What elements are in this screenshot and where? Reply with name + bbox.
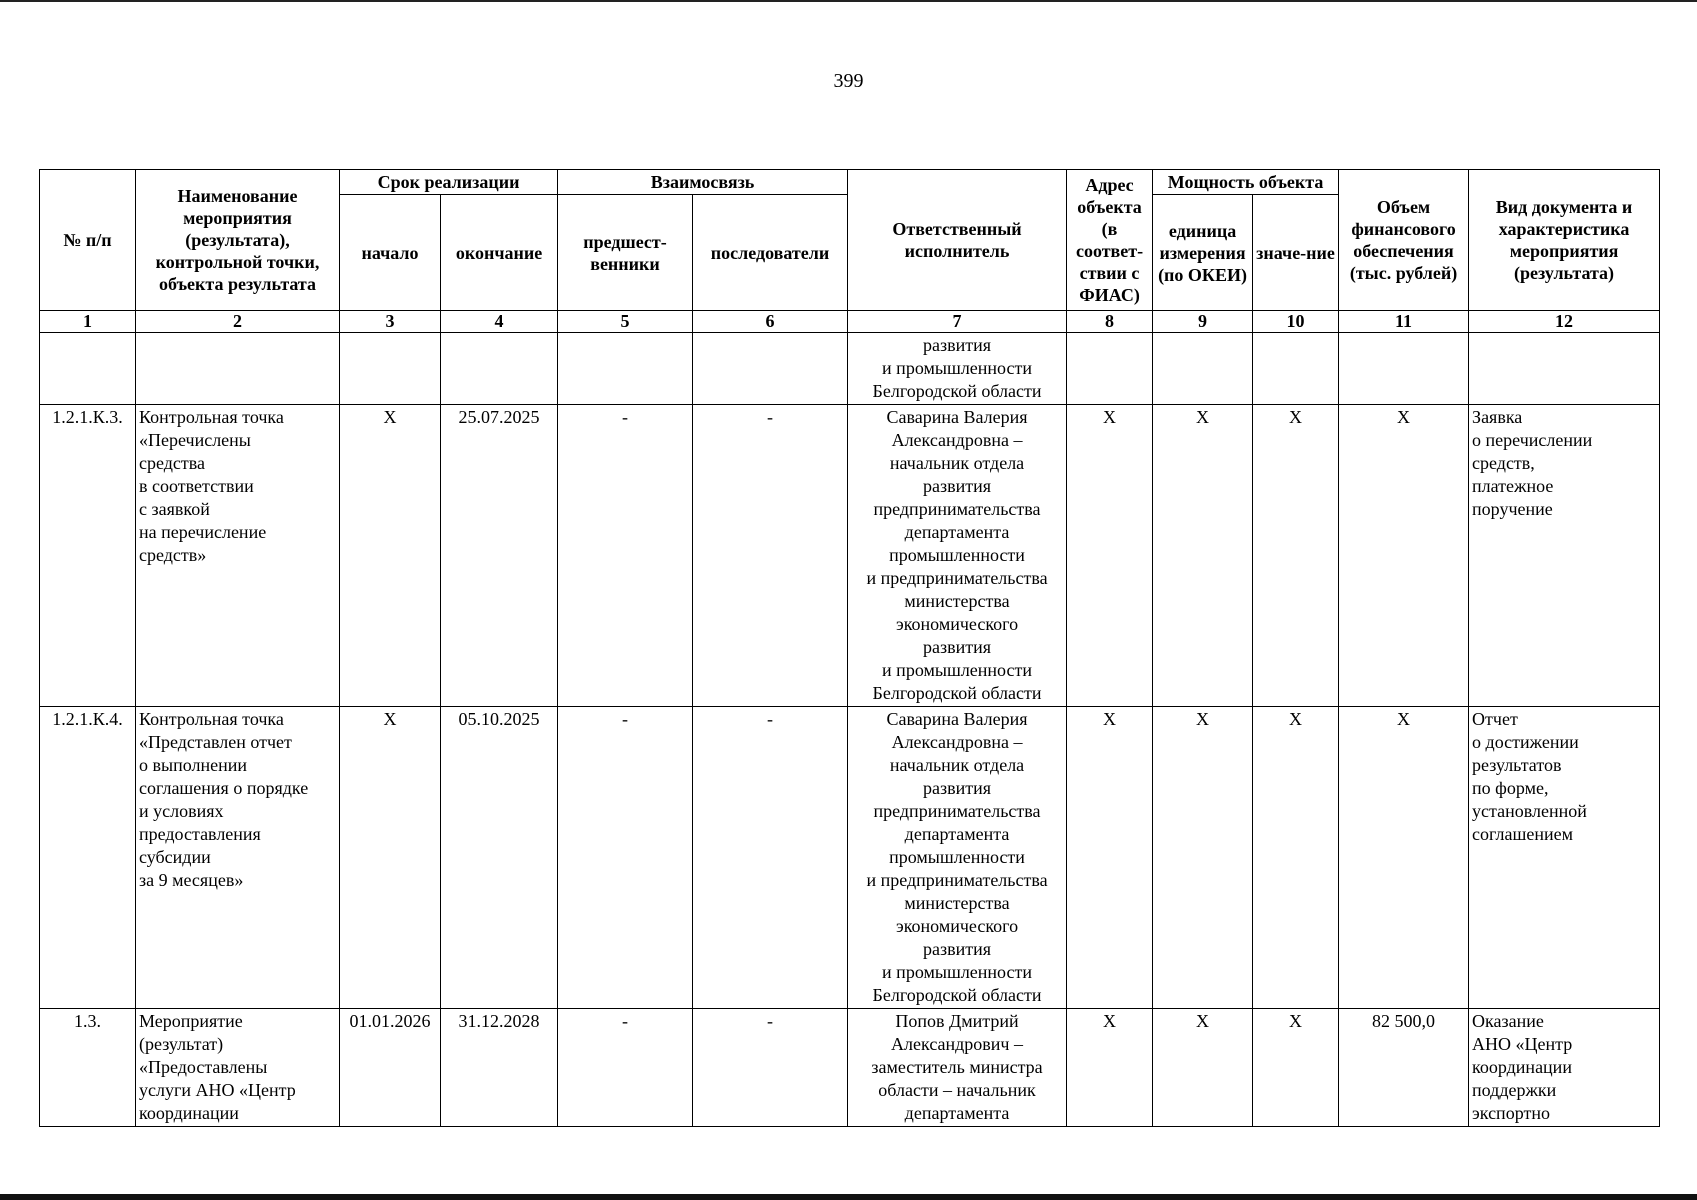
cell-name: Контрольная точка «Перечислены средства в соответствии с заявкой на перечисление средств» xyxy=(136,405,340,707)
column-number: 2 xyxy=(136,311,340,333)
cell-address: Х xyxy=(1067,405,1153,707)
column-number: 7 xyxy=(848,311,1067,333)
cell-executor: Саварина Валерия Александровна – начальник отдела развития предпринимательства департамента промышленности и предпринимательства министерства экономического развития и промышленности Белгородской области xyxy=(848,707,1067,1009)
cell-num xyxy=(40,333,136,405)
cell-unit: Х xyxy=(1153,707,1253,1009)
table-row xyxy=(40,333,1660,405)
header-num: № п/п xyxy=(40,170,136,311)
page-number: 399 xyxy=(833,70,864,92)
cell-end: 31.12.2028 xyxy=(441,1009,558,1127)
column-number: 4 xyxy=(441,311,558,333)
cell-value: Х xyxy=(1253,707,1339,1009)
cell-finance xyxy=(1339,333,1469,405)
cell-unit: Х xyxy=(1153,1009,1253,1127)
cell-successors xyxy=(693,333,848,405)
column-number: 12 xyxy=(1469,311,1660,333)
header-successors: последователи xyxy=(693,195,848,311)
column-number: 5 xyxy=(558,311,693,333)
cell-executor: развития и промышленности Белгородской области xyxy=(848,333,1067,405)
cell-executor: Саварина Валерия Александровна – начальник отдела развития предпринимательства департамента промышленности и предпринимательства министерства экономического развития и промышленности Белгородской области xyxy=(848,405,1067,707)
cell-end: 05.10.2025 xyxy=(441,707,558,1009)
table-row xyxy=(40,707,1660,1009)
cell-doc-type: Отчет о достижении результатов по форме, установленной соглашением xyxy=(1469,707,1660,1009)
header-end: окончание xyxy=(441,195,558,311)
cell-unit: Х xyxy=(1153,405,1253,707)
column-number: 11 xyxy=(1339,311,1469,333)
cell-address: Х xyxy=(1067,707,1153,1009)
header-start: начало xyxy=(340,195,441,311)
cell-successors: - xyxy=(693,405,848,707)
header-term-group: Срок реализации xyxy=(340,170,558,195)
header-address: Адрес объекта (в соответ-ствии с ФИАС) xyxy=(1067,170,1153,311)
cell-unit xyxy=(1153,333,1253,405)
column-number: 10 xyxy=(1253,311,1339,333)
bottom-border-line xyxy=(0,1194,1697,1200)
header-name: Наименование мероприятия (результата), контрольной точки, объекта результата xyxy=(136,170,340,311)
cell-doc-type: Оказание АНО «Центр координации поддержки экспортно xyxy=(1469,1009,1660,1127)
cell-executor: Попов Дмитрий Александрович – заместитель министра области – начальник департамента xyxy=(848,1009,1067,1127)
cell-address xyxy=(1067,333,1153,405)
header-value: значе-ние xyxy=(1253,195,1339,311)
cell-end xyxy=(441,333,558,405)
cell-start: 01.01.2026 xyxy=(340,1009,441,1127)
top-border-line xyxy=(0,0,1697,2)
cell-doc-type: Заявка о перечислении средств, платежное поручение xyxy=(1469,405,1660,707)
cell-predecessors xyxy=(558,333,693,405)
cell-predecessors: - xyxy=(558,707,693,1009)
cell-address: Х xyxy=(1067,1009,1153,1127)
column-number: 8 xyxy=(1067,311,1153,333)
cell-value: Х xyxy=(1253,405,1339,707)
cell-value xyxy=(1253,333,1339,405)
cell-start: Х xyxy=(340,707,441,1009)
cell-num: 1.2.1.К.3. xyxy=(40,405,136,707)
column-number: 1 xyxy=(40,311,136,333)
cell-name: Мероприятие (результат) «Предоставлены услуги АНО «Центр координации xyxy=(136,1009,340,1127)
cell-finance: Х xyxy=(1339,405,1469,707)
cell-name xyxy=(136,333,340,405)
column-number: 3 xyxy=(340,311,441,333)
cell-finance: 82 500,0 xyxy=(1339,1009,1469,1127)
activity-plan-table xyxy=(39,169,1660,1127)
header-finance: Объем финансового обеспечения (тыс. рублей) xyxy=(1339,170,1469,311)
table-body xyxy=(40,333,1660,1127)
cell-finance: Х xyxy=(1339,707,1469,1009)
column-number: 6 xyxy=(693,311,848,333)
cell-predecessors: - xyxy=(558,1009,693,1127)
header-relation-group: Взаимосвязь xyxy=(558,170,848,195)
cell-num: 1.3. xyxy=(40,1009,136,1127)
cell-start: Х xyxy=(340,405,441,707)
header-doc-type: Вид документа и характеристика мероприятия (результата) xyxy=(1469,170,1660,311)
table-header xyxy=(40,170,1660,333)
cell-start xyxy=(340,333,441,405)
cell-predecessors: - xyxy=(558,405,693,707)
cell-end: 25.07.2025 xyxy=(441,405,558,707)
table-row xyxy=(40,1009,1660,1127)
header-predecessors: предшест-венники xyxy=(558,195,693,311)
cell-num: 1.2.1.К.4. xyxy=(40,707,136,1009)
table-row xyxy=(40,405,1660,707)
cell-name: Контрольная точка «Представлен отчет о выполнении соглашения о порядке и условиях предоставления субсидии за 9 месяцев» xyxy=(136,707,340,1009)
cell-value: Х xyxy=(1253,1009,1339,1127)
header-capacity-group: Мощность объекта xyxy=(1153,170,1339,195)
cell-successors: - xyxy=(693,707,848,1009)
column-number-row xyxy=(40,311,1660,333)
cell-successors: - xyxy=(693,1009,848,1127)
header-executor: Ответственный исполнитель xyxy=(848,170,1067,311)
header-unit: единица измерения (по ОКЕИ) xyxy=(1153,195,1253,311)
cell-doc-type xyxy=(1469,333,1660,405)
column-number: 9 xyxy=(1153,311,1253,333)
